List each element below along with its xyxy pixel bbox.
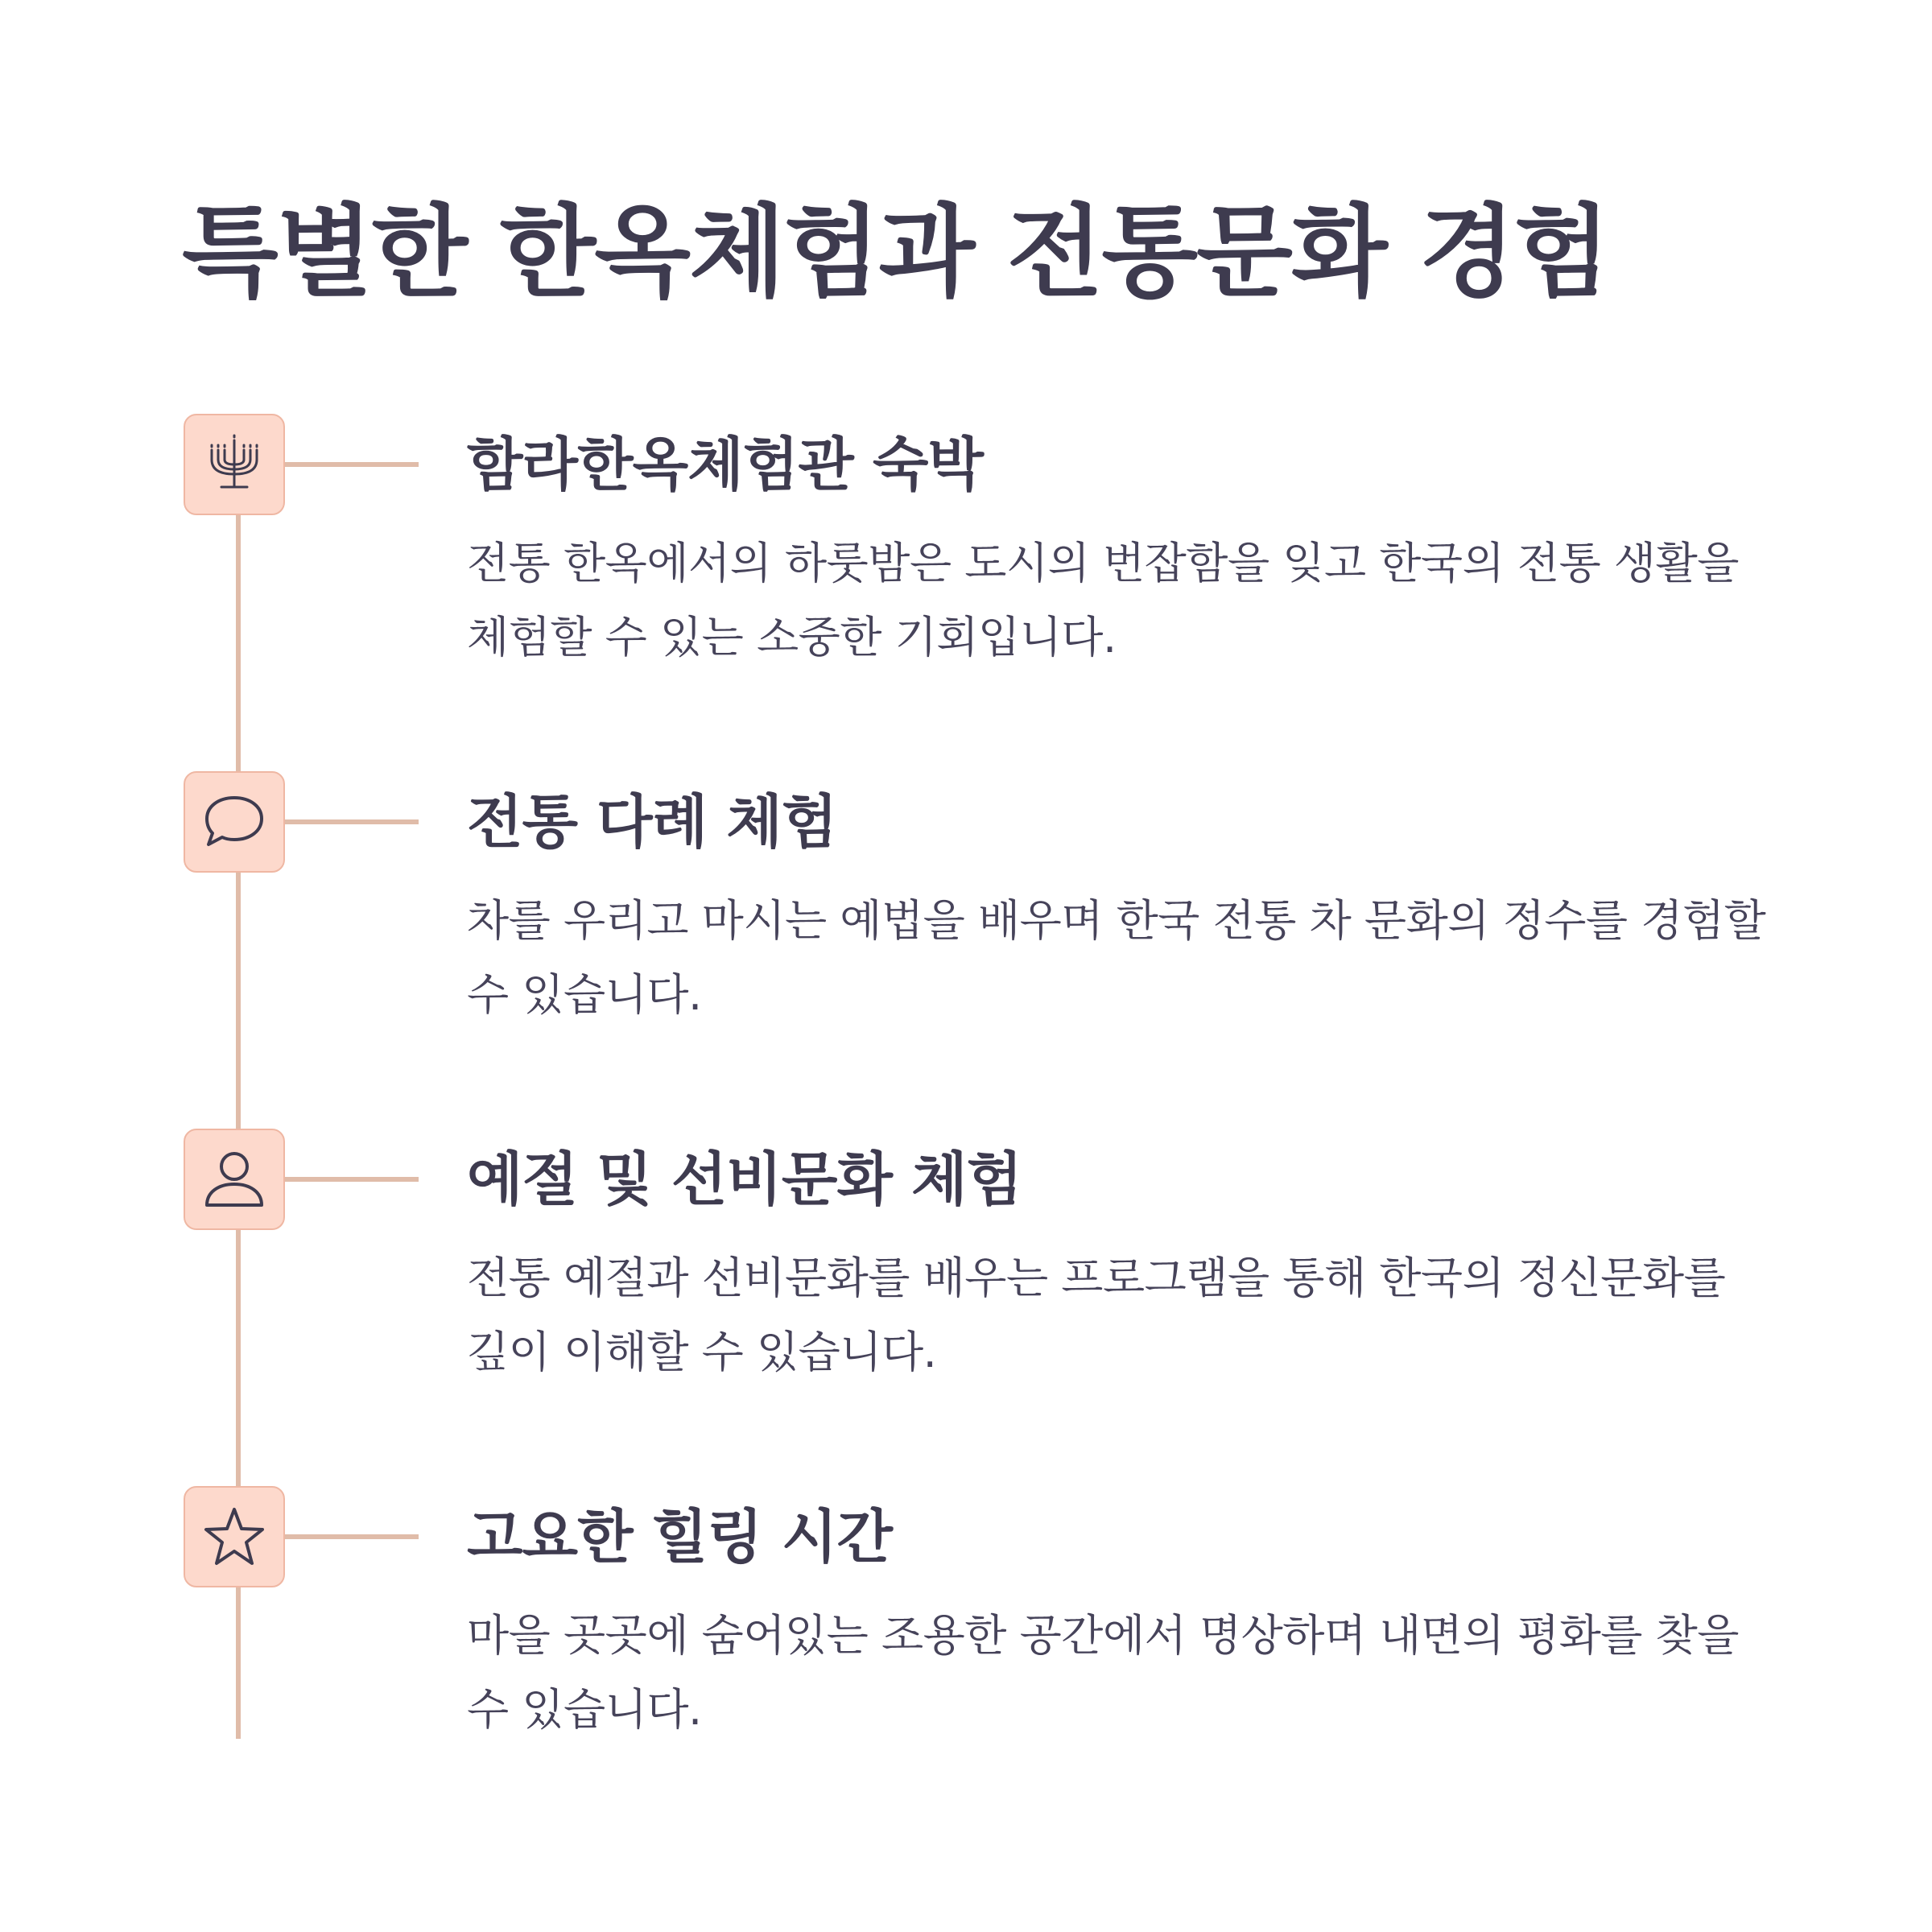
icon-box xyxy=(184,414,285,515)
person-icon xyxy=(200,1146,268,1213)
icon-box xyxy=(184,771,285,873)
item-description: 전통 예절과 선비문화를 배우는 프로그램을 통해 한국의 정신문화를 깊이 이해할 수 있습니다. xyxy=(467,1253,1726,1377)
item-description: 마을 곳곳에 숨어있는 조용한 공간에서 명상하며 내면의 평화를 찾을 수 있습니다. xyxy=(467,1610,1739,1735)
icon-box xyxy=(184,1129,285,1230)
speech-bubble-icon xyxy=(200,788,268,856)
connector-line xyxy=(285,819,419,824)
timeline-item-hanok-stay xyxy=(0,414,1932,736)
star-icon xyxy=(200,1503,268,1571)
item-title: 예절 및 선비문화 체험 xyxy=(467,1146,1022,1213)
item-description: 전통 한옥에서의 하룻밤은 도시의 번잡함을 잊고 한국의 전통 생활을 체험할 수 있는 소중한 기회입니다. xyxy=(467,538,1739,663)
item-title: 전통 다례 체험 xyxy=(467,788,837,856)
item-description: 차를 우리고 마시는 예법을 배우며 한국 전통 차 문화의 정수를 경험할 수 있습니다. xyxy=(467,895,1766,1020)
timeline-item-etiquette xyxy=(0,1129,1932,1451)
menorah-icon xyxy=(200,431,268,498)
timeline-item-healing xyxy=(0,1486,1932,1808)
timeline-item-tea-ceremony xyxy=(0,771,1932,1093)
item-title: 고요한 힐링 시간 xyxy=(467,1503,892,1571)
item-title: 함라한옥체험관 숙박 xyxy=(467,431,984,498)
page-title: 특별한 한옥체험과 전통문화 경험 xyxy=(182,195,1609,311)
icon-box xyxy=(184,1486,285,1587)
connector-line xyxy=(285,1177,419,1182)
connector-line xyxy=(285,462,419,467)
connector-line xyxy=(285,1534,419,1539)
